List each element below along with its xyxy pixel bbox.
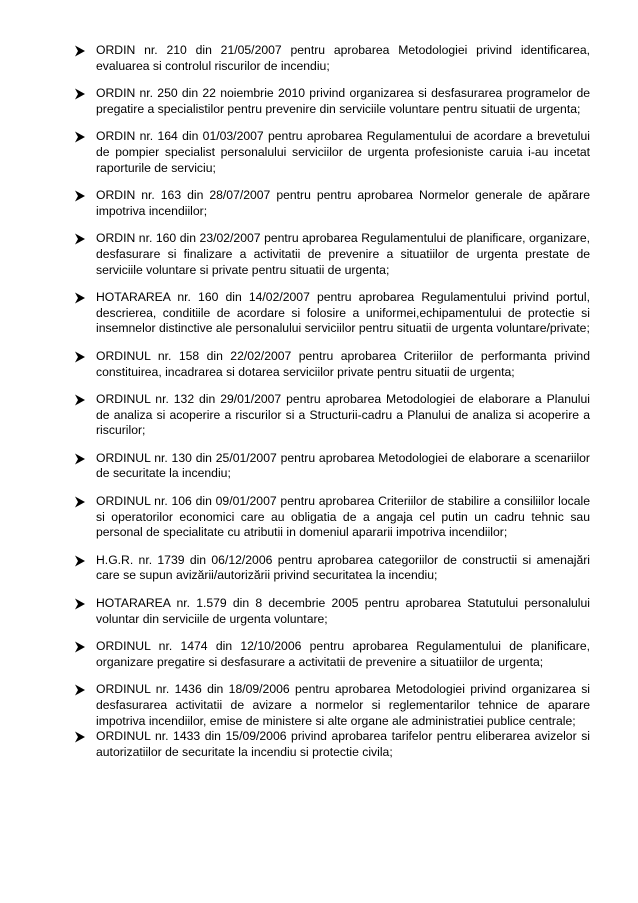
list-item <box>74 43 590 74</box>
list-item <box>74 596 590 627</box>
list-item <box>74 451 590 482</box>
list-item-text: ORDIN nr. 250 din 22 noiembrie 2010 privind organizarea si desfasurarea programelor de pregatire a specialistilor pentru prevenire din serviciile voluntare pentru situatii de urgenta; <box>96 86 590 116</box>
list-item-text: ORDIN nr. 164 din 01/03/2007 pentru aprobarea Regulamentului de acordare a brevetului de pompier specialist personalului serviciilor de urgenta profesioniste caruia i-au incetat raporturile de serviciu; <box>96 129 590 175</box>
list-item <box>74 349 590 380</box>
list-item <box>74 392 590 439</box>
arrowhead-bullet-icon <box>74 351 86 363</box>
list-item-text: ORDINUL nr. 1474 din 12/10/2006 pentru aprobarea Regulamentului de planificare, organizare pregatire si desfasurare a activitatii de prevenire a situatiilor de urgenta; <box>96 639 590 669</box>
arrowhead-bullet-icon <box>74 394 86 406</box>
arrowhead-bullet-icon <box>74 233 86 245</box>
arrowhead-bullet-icon <box>74 453 86 465</box>
list-item-text: ORDINUL nr. 1436 din 18/09/2006 pentru aprobarea Metodologiei privind organizarea si desfasurarea activitatii de avizare a normelor si reglementarilor tehnice de aparare impotriva incendiilor, emise de ministere si alte organe ale administratiei publice centrale; <box>96 682 590 728</box>
list-item <box>74 553 590 584</box>
list-item-text: ORDIN nr. 210 din 21/05/2007 pentru aprobarea Metodologiei privind identificarea, evaluarea si controlul riscurilor de incendiu; <box>96 43 590 73</box>
regulation-list <box>74 43 590 772</box>
list-item-text: ORDINUL nr. 106 din 09/01/2007 pentru aprobarea Criteriilor de stabilire a consiliilor locale si operatorilor economici care au obligatia de a angaja cel putin un cadru tehnic sau personal de specialitate cu atributii in domeniul apararii impotriva incendiilor; <box>96 494 590 540</box>
arrowhead-bullet-icon <box>74 555 86 567</box>
list-item <box>74 639 590 670</box>
arrowhead-bullet-icon <box>74 731 86 743</box>
arrowhead-bullet-icon <box>74 131 86 143</box>
arrowhead-bullet-icon <box>74 45 86 57</box>
list-item-text: ORDIN nr. 163 din 28/07/2007 pentru pentru aprobarea Normelor generale de apărare impotriva incendiilor; <box>96 188 590 218</box>
arrowhead-bullet-icon <box>74 292 86 304</box>
list-item-text: HOTARAREA nr. 160 din 14/02/2007 pentru aprobarea Regulamentului privind portul, descrierea, conditiile de acordare si folosire a uniformei,echipamentului de protectie si insemnelor distinctive ale personalului serviciilor pentru situatii de urgenta voluntare/private; <box>96 290 590 336</box>
list-item <box>74 290 590 337</box>
arrowhead-bullet-icon <box>74 598 86 610</box>
list-item <box>74 188 590 219</box>
list-item-text: ORDINUL nr. 130 din 25/01/2007 pentru aprobarea Metodologiei de elaborare a scenariilor de securitate la incendiu; <box>96 450 590 481</box>
list-item-text: ORDIN nr. 160 din 23/02/2007 pentru aprobarea Regulamentului de planificare, organizare, desfasurare si finalizare a activitatii de prevenire a situatiilor de urgenta prestate de serviciile voluntare si private pentru situatii de urgenta; <box>96 231 590 277</box>
list-item <box>74 86 590 117</box>
list-item-text: HOTARAREA nr. 1.579 din 8 decembrie 2005 pentru aprobarea Statutului personalului voluntar din serviciile de urgenta voluntare; <box>96 596 590 626</box>
arrowhead-bullet-icon <box>74 88 86 100</box>
arrowhead-bullet-icon <box>74 684 86 696</box>
list-item <box>74 682 590 729</box>
list-item-text: ORDINUL nr. 158 din 22/02/2007 pentru aprobarea Criteriilor de performanta privind constituirea, incadrarea si dotarea serviciilor private pentru situatii de urgenta; <box>96 348 590 379</box>
list-item <box>74 729 590 760</box>
list-item-text: ORDINUL nr. 1433 din 15/09/2006 privind aprobarea tarifelor pentru eliberarea avizelor si autorizatiilor de securitate la incendiu si protectie civila; <box>96 729 590 759</box>
arrowhead-bullet-icon <box>74 190 86 202</box>
list-item-text: ORDINUL nr. 132 din 29/01/2007 pentru aprobarea Metodologiei de elaborare a Planului de analiza si acoperire a riscurilor si a Structurii-cadru a Planului de analiza si acoperire a riscurilor; <box>96 392 590 438</box>
list-item <box>74 494 590 541</box>
arrowhead-bullet-icon <box>74 641 86 653</box>
arrowhead-bullet-icon <box>74 496 86 508</box>
list-item <box>74 129 590 176</box>
list-item-text: H.G.R. nr. 1739 din 06/12/2006 pentru aprobarea categoriilor de constructii si amenajări care se supun avizării/autorizării privind securitatea la incendiu; <box>96 552 590 583</box>
list-item <box>74 231 590 278</box>
